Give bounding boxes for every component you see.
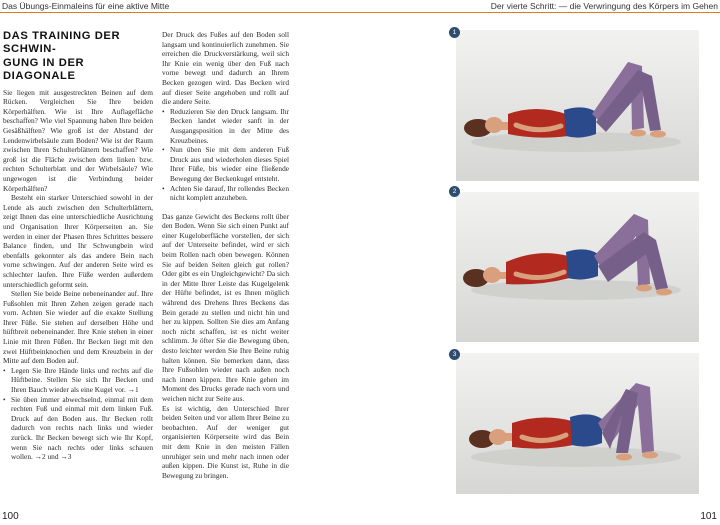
instruction-list	[162, 107, 289, 203]
intro-paragraph: Sie liegen mit ausgestreckten Beinen auf dem Rücken. Vergleichen Sie Ihre beiden Körperhälften. Wie ist Ihre Auflagefläche beschaffen? Wie viel Spannung haben Ihre beiden Gesäßhälften? Wie groß ist der Abstand der Lendenwirbelsäule zum Boden? Wie ist der Raum zwischen Ihren Schulterblättern beschaffen? Wie groß ist die Fläche zwischen dem linken bzw. rechten Schulterblatt und der Wirbelsäule? Wie ungewogen ist die Verbindung beider Körperhälften?	[3, 87, 153, 193]
photo-number-badge: 3	[449, 349, 460, 360]
page-number-left: 100	[2, 511, 19, 522]
instruction-list	[3, 366, 153, 462]
section-heading-line2: GUNG IN DER DIAGONALE	[3, 56, 85, 83]
body-paragraph: Der Druck des Fußes auf den Boden soll langsam und kontinuierlich zunehmen. Sie erreichen die Druckverstärkung, weil sich Ihr Knie ein wenig über den Fuß nach vorne bewegt und dadurch an Ihrem Becken gezogen wird. Das Becken wird auf dieser Seite angehoben und rollt auf die andere Seite.	[162, 30, 289, 107]
left-text-column	[3, 30, 153, 462]
exercise-photo-1	[456, 30, 699, 181]
running-head-left: Das Übungs-Einmaleins für eine aktive Mitte	[2, 1, 170, 11]
list-item: • Legen Sie Ihre Hände links und rechts auf die Hüftbeine. Stellen Sie sich Ihr Becken und Ihren Bauch wieder als eine Kugel vor. →1	[3, 366, 153, 395]
section-heading-line1: DAS TRAINING DER SCHWIN-	[3, 30, 121, 56]
page-number-right: 101	[700, 511, 717, 522]
photo-number-badge: 2	[449, 186, 460, 197]
list-item: • Sie üben immer abwechselnd, einmal mit dem rechten Fuß und einmal mit dem linken Fuß. Druck auf den Boden aus. Ihr Becken rollt dadurch von rechts nach links und wieder zurück. Ihr Becken bewegt sich wie Ihr Kopf, wenn Sie nach rechts oder links schauen wollen. →2 und →3	[3, 395, 153, 462]
exercise-photo-2	[456, 192, 699, 342]
exercise-photo-3	[456, 353, 699, 494]
middle-text-column	[162, 30, 289, 480]
section-heading	[3, 30, 153, 84]
body-paragraph: Stellen Sie beide Beine nebeneinander auf. Ihre Fußsohlen mit Ihren Zehen zeigen gerade nach vorn. Achten Sie wieder auf die exakte Stellung Ihrer Füße. Sie stehen auf derselben Höhe und hüftbreit nebeneinander. Ihre Knie stehen in einer Linie mit Ihren Füßen. Ihr Becken liegt mit den zwei Hüftbeinknochen und dem Kreuzbein in der Mitte auf dem Boden auf.	[3, 289, 153, 366]
photo-number-badge: 1	[449, 27, 460, 38]
list-item: • Reduzieren Sie den Druck langsam. Ihr Becken landet wieder sanft in der Ausgangsposition in der Mitte des Kreuzbeines.	[162, 107, 289, 145]
body-paragraph: Es ist wichtig, den Unterschied Ihrer beiden Seiten und vor allem Ihrer Beine zu beobachten. Auf der weniger gut organisierten Körperseite wird das Bein mit dem Knie in den meisten Fällen unruhiger sein und mehr nach innen oder außen kippen. Die Kunst ist, Ruhe in die Bewegung zu bringen.	[162, 403, 289, 480]
list-item: • Achten Sie darauf, Ihr rollendes Becken nicht komplett anzuheben.	[162, 184, 289, 203]
running-head-right: Der vierte Schritt: — die Verwringung des Körpers im Gehen	[490, 1, 718, 11]
header-rule	[0, 12, 720, 13]
body-paragraph: Besteht ein starker Unterschied sowohl in der Lende als auch zwischen den Schulterblättern, zeigt Ihnen das eine unterschiedliche Ausrichtung und Organisation Ihrer Körperseiten an. Sie werden in einer der Phasen Ihres Schrittes bessere Balance finden, und Ihr Schwungbein wird ebenfalls gekonnter als das andere Bein nach vorne schwingen. Auf der anderen Seite wird es schlechter laufen. Ihre Füße werden außerdem unterschiedlich geformt sein.	[3, 193, 153, 289]
list-item: • Nun üben Sie mit dem anderen Fuß Druck aus und wiederholen dieses Spiel Ihrer Füße, bis wieder eine fließende Bewegung der Beckenkugel entsteht.	[162, 145, 289, 183]
body-paragraph: Das ganze Gewicht des Beckens rollt über den Boden. Wenn Sie sich einen Punkt auf einer Kugeloberfläche vorstellen, der sich auf der Unterseite befindet, wird er sich beim Rollen nach oben bewegen. Können Sie auf beiden Seiten gleich gut rollen? Oder gibt es ein Ungleichgewicht? Da sich in der Mitte Ihrer Leiste das Kugelgelenk der Hüfte befindet, ist es Ihnen möglich während des Drehens Ihres Beckens das Bein gerade zu stellen und nicht hin und her zu kippen. Sollten Sie dies am Anfang noch nicht schaffen, ist es nicht weiter schlimm. Je öfter Sie die Bewegung üben, desto leichter werden Sie Ihre Beine ruhig halten können. Sie bemerken dann, dass Ihre Fußsohlen wieder nach außen noch nach innen kippen. Ihre Knie gehen im Moment des Drucks gerade nach vorn und weichen nicht zur Seite aus.	[162, 211, 289, 403]
